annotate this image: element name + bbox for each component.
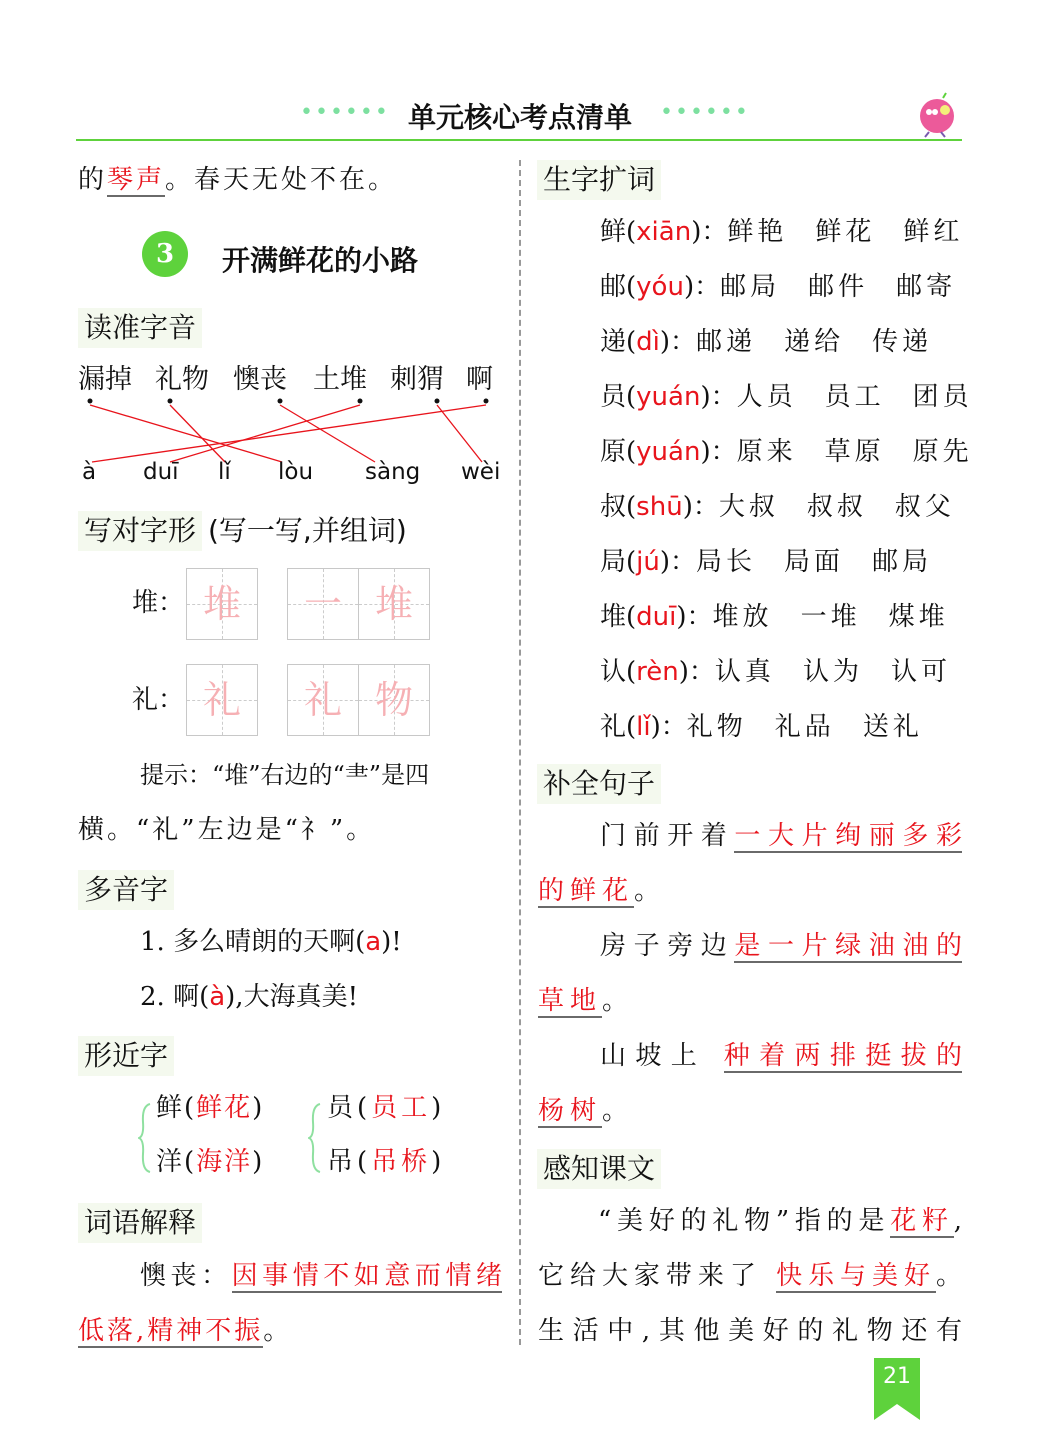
text: 。 xyxy=(263,1316,293,1346)
perceive-line: 生活中,其他美好的礼物还有 xyxy=(538,1316,962,1346)
text: 门前开着 xyxy=(600,821,735,851)
match-dot xyxy=(358,399,363,404)
word: 递给 xyxy=(784,327,845,357)
word: 邮局 xyxy=(872,547,933,577)
answer: 种着两排挺拔的 xyxy=(723,1041,962,1071)
char: 员 xyxy=(600,382,627,412)
complete-line xyxy=(538,985,634,1017)
char: 叔 xyxy=(600,492,627,522)
expand-row: 邮(yóu)：邮局 邮件 邮寄 xyxy=(600,272,957,302)
answer: 低落,精神不振 xyxy=(78,1316,264,1346)
answer: 杨树 xyxy=(538,1096,603,1126)
match-pinyin: wèi xyxy=(461,459,501,485)
word: 鲜艳 xyxy=(727,217,788,247)
match-pinyin: à xyxy=(82,459,97,485)
word: 礼品 xyxy=(774,712,835,742)
grid-char: 礼 xyxy=(303,678,342,722)
word: 邮递 xyxy=(696,327,757,357)
pinyin: jú xyxy=(636,547,660,577)
text: , xyxy=(953,1206,962,1236)
match-line xyxy=(170,405,360,462)
section-heading: 读准字音 xyxy=(78,308,202,348)
text: “美好的礼物”指的是 xyxy=(598,1206,891,1236)
perceive-line xyxy=(538,1260,962,1292)
pinyin: yuán xyxy=(636,437,701,467)
answer: 吊桥 xyxy=(371,1147,432,1177)
char: 邮 xyxy=(600,272,627,302)
explain-line xyxy=(78,1315,292,1347)
text: 1. 多么晴朗的天啊( xyxy=(140,927,366,957)
section-heading: 形近字 xyxy=(78,1036,174,1076)
word: 认为 xyxy=(802,657,863,687)
grid-char: 堆 xyxy=(374,582,413,626)
text: )! xyxy=(381,927,402,957)
heading-text: 写对字形 xyxy=(84,514,197,547)
word: 煤堆 xyxy=(888,602,949,632)
pinyin: duī xyxy=(636,602,677,632)
writing-grid xyxy=(358,664,430,736)
word: 传递 xyxy=(872,327,933,357)
pinyin: shū xyxy=(636,492,683,522)
pinyin: lǐ xyxy=(636,712,651,742)
pinyin: rèn xyxy=(636,657,679,687)
answer: 一大片绚丽多彩 xyxy=(734,821,962,851)
answer: 是一片绿油油的 xyxy=(734,931,962,961)
word: 局长 xyxy=(696,547,757,577)
answer: 草地 xyxy=(538,986,603,1016)
text: 。 xyxy=(634,876,667,906)
section-heading: 词语解释 xyxy=(78,1203,202,1243)
complete-line xyxy=(538,1095,634,1127)
match-line xyxy=(90,405,282,462)
lesson-number-badge: 3 xyxy=(142,231,188,277)
pinyin: dì xyxy=(636,327,660,357)
mascot-icon xyxy=(915,92,961,140)
answer: 鲜花 xyxy=(196,1093,253,1123)
polyphone-item xyxy=(140,926,402,958)
answer: 琴声 xyxy=(107,165,166,195)
section-heading: 多音字 xyxy=(78,870,174,910)
perceive-line xyxy=(598,1205,962,1237)
text: 员( xyxy=(327,1093,372,1123)
expand-row: 员(yuán)：人员 员工 团员 xyxy=(600,382,973,412)
match-dot xyxy=(88,399,93,404)
match-line xyxy=(437,405,482,462)
text: 。春天无处不在。 xyxy=(165,165,398,195)
match-word: 啊 xyxy=(466,364,493,395)
match-dot xyxy=(484,399,489,404)
similar-item xyxy=(327,1092,445,1124)
text: 。 xyxy=(602,1096,635,1126)
answer: 海洋 xyxy=(196,1147,253,1177)
expand-row: 礼(lǐ)：礼物 礼品 送礼 xyxy=(600,712,923,742)
word: 叔父 xyxy=(894,492,955,522)
writing-grid xyxy=(358,568,430,640)
char: 认 xyxy=(600,657,627,687)
match-line xyxy=(92,405,486,462)
match-pinyin: sàng xyxy=(365,459,421,485)
grid-char: 物 xyxy=(374,678,413,722)
section-heading: 补全句子 xyxy=(537,764,661,804)
char: 局 xyxy=(600,547,627,577)
text: 山坡上 xyxy=(600,1041,707,1071)
pinyin: yóu xyxy=(636,272,684,302)
match-dot xyxy=(168,399,173,404)
grid-char: 礼 xyxy=(202,678,241,722)
char: 原 xyxy=(600,437,627,467)
write-char-label: 堆： xyxy=(132,588,185,618)
match-dot xyxy=(278,399,283,404)
word: 邮件 xyxy=(808,272,869,302)
text: 。 xyxy=(602,986,635,1016)
section-heading xyxy=(78,511,202,551)
match-word: 漏掉 xyxy=(78,364,132,395)
word: 邮局 xyxy=(720,272,781,302)
match-word: 礼物 xyxy=(155,364,209,395)
page-number: 21 xyxy=(883,1364,911,1389)
expand-row: 递(dì)：邮递 递给 传递 xyxy=(600,327,933,357)
writing-grid xyxy=(186,568,258,640)
char: 鲜 xyxy=(600,217,627,247)
writing-grid xyxy=(287,568,359,640)
word: 原来 xyxy=(736,437,797,467)
expand-row: 原(yuán)：原来 草原 原先 xyxy=(600,437,973,467)
expand-row: 局(jú)：局长 局面 邮局 xyxy=(600,547,933,577)
text: 房子旁边 xyxy=(600,931,735,961)
term: 懊丧： xyxy=(140,1261,232,1291)
match-line xyxy=(280,405,375,462)
text: ) xyxy=(252,1093,265,1123)
pinyin: à xyxy=(209,982,226,1012)
text: 2. 啊( xyxy=(140,982,210,1012)
similar-item xyxy=(327,1146,445,1178)
word: 送礼 xyxy=(862,712,923,742)
header-dots-left: •••••• xyxy=(300,100,390,125)
complete-line xyxy=(600,930,962,962)
word: 团员 xyxy=(912,382,973,412)
match-pinyin: lǐ xyxy=(218,459,231,485)
match-pinyin: duī xyxy=(143,459,179,485)
word: 人员 xyxy=(736,382,797,412)
text: 它给大家带来了 xyxy=(538,1261,762,1291)
match-word: 懊丧 xyxy=(233,364,287,395)
grid-char: 一 xyxy=(303,582,342,626)
expand-row: 鲜(xiān)：鲜艳 鲜花 鲜红 xyxy=(600,217,964,247)
answer: 快乐与美好 xyxy=(776,1261,936,1291)
answer: 因事情不如意而情绪 xyxy=(231,1261,502,1291)
word: 认可 xyxy=(890,657,951,687)
grid-char: 堆 xyxy=(202,582,241,626)
brace-icon xyxy=(308,1102,322,1174)
similar-item xyxy=(156,1092,264,1124)
complete-line xyxy=(538,875,666,907)
heading-note: (写一写,并组词) xyxy=(208,514,407,547)
word: 一堆 xyxy=(800,602,861,632)
char: 递 xyxy=(600,327,627,357)
tip-line: 横。“礼”左边是“礻”。 xyxy=(78,815,376,845)
write-char-label: 礼： xyxy=(132,685,185,715)
word: 原先 xyxy=(912,437,973,467)
word: 鲜红 xyxy=(903,217,964,247)
header-title: 单元核心考点清单 xyxy=(408,101,633,134)
match-pinyin: lòu xyxy=(278,459,314,485)
word: 草原 xyxy=(824,437,885,467)
word: 鲜花 xyxy=(815,217,876,247)
word: 叔叔 xyxy=(806,492,867,522)
word: 邮寄 xyxy=(896,272,957,302)
expand-row: 认(rèn)：认真 认为 认可 xyxy=(600,657,951,687)
header-dots-right: •••••• xyxy=(660,100,750,125)
pinyin: xiān xyxy=(636,217,692,247)
lesson-title: 开满鲜花的小路 xyxy=(222,244,419,277)
match-word: 土堆 xyxy=(313,364,367,395)
text: ),大海真美! xyxy=(225,982,359,1012)
text: 吊( xyxy=(327,1147,372,1177)
writing-grid xyxy=(186,664,258,736)
answer: 的鲜花 xyxy=(538,876,635,906)
text: ) xyxy=(252,1147,265,1177)
text: ) xyxy=(431,1147,446,1177)
word: 大叔 xyxy=(718,492,779,522)
answer: 花籽 xyxy=(890,1206,954,1236)
match-dot xyxy=(435,399,440,404)
char: 礼 xyxy=(600,712,627,742)
pinyin: yuán xyxy=(636,382,701,412)
match-lines xyxy=(0,0,520,500)
text: 洋( xyxy=(156,1147,197,1177)
expand-row: 叔(shū)：大叔 叔叔 叔父 xyxy=(600,492,955,522)
text: 鲜( xyxy=(156,1093,197,1123)
expand-row: 堆(duī)：堆放 一堆 煤堆 xyxy=(600,602,949,632)
answer: 员工 xyxy=(371,1093,432,1123)
word: 礼物 xyxy=(686,712,747,742)
text: 。 xyxy=(935,1261,962,1291)
section-heading: 生字扩词 xyxy=(537,160,661,200)
text: ) xyxy=(431,1093,446,1123)
pinyin: a xyxy=(365,927,382,957)
explain-line xyxy=(140,1260,502,1292)
brace-icon xyxy=(138,1102,152,1174)
similar-item xyxy=(156,1146,264,1178)
writing-grid xyxy=(287,664,359,736)
complete-line xyxy=(600,820,962,852)
word: 局面 xyxy=(784,547,845,577)
polyphone-item xyxy=(140,981,358,1013)
complete-line xyxy=(600,1040,962,1072)
word: 堆放 xyxy=(712,602,773,632)
word: 认真 xyxy=(714,657,775,687)
char: 堆 xyxy=(600,602,627,632)
match-word: 刺猬 xyxy=(390,364,444,395)
text: 的 xyxy=(78,165,108,195)
section-heading: 感知课文 xyxy=(537,1149,661,1189)
tip-line: 提示：“堆”右边的“⺻”是四 xyxy=(140,761,430,789)
word: 员工 xyxy=(824,382,885,412)
